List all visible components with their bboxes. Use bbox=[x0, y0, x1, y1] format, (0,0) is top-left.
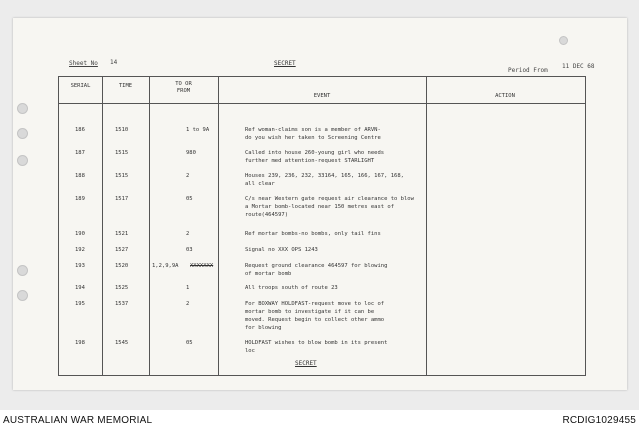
row-event: Request ground clearance 464597 for blowing of mortar bomb bbox=[245, 263, 388, 277]
row-serial: 189 bbox=[75, 196, 85, 202]
sheet-number: 14 bbox=[110, 59, 118, 66]
row-to-from: 1,2,9,9A bbox=[152, 263, 179, 269]
row-time: 1515 bbox=[115, 173, 129, 179]
punch-hole bbox=[17, 290, 28, 301]
row-serial: 195 bbox=[75, 301, 85, 307]
log-table bbox=[58, 76, 586, 376]
bottom-classification: SECRET bbox=[295, 360, 317, 367]
row-to-from: 03 bbox=[186, 247, 193, 253]
row-event: C/s near Western gate request air clearance to blow a Mortar bomb-located near 150 metres east of route(464597) bbox=[245, 196, 414, 218]
punch-hole bbox=[17, 155, 28, 166]
punch-hole bbox=[17, 128, 28, 139]
row-event: Houses 239, 236, 232, 33164, 165, 166, 167, 168, all clear bbox=[245, 173, 404, 187]
row-time: 1527 bbox=[115, 247, 129, 253]
row-event: Ref woman-claims son is a member of ARVN- do you wish her taken to Screening Centre bbox=[245, 127, 381, 141]
row-to-from: 1 to 9A bbox=[186, 127, 210, 133]
row-to-from: 2 bbox=[186, 301, 190, 307]
archive-footer bbox=[0, 410, 639, 429]
row-to-from: 05 bbox=[186, 196, 193, 202]
row-to-from: 2 bbox=[186, 173, 190, 179]
row-time: 1525 bbox=[115, 285, 129, 291]
row-serial: 192 bbox=[75, 247, 85, 253]
punch-hole bbox=[17, 103, 28, 114]
row-event: HOLDFAST wishes to blow bomb in its present loc bbox=[245, 340, 388, 354]
row-to-from: 1 bbox=[186, 285, 190, 291]
row-time: 1520 bbox=[115, 263, 129, 269]
row-event: Ref mortar bombs-no bombs, only tail fins bbox=[245, 231, 381, 237]
row-time: 1537 bbox=[115, 301, 129, 307]
period-label: Period From bbox=[508, 67, 548, 74]
row-event: All troops south of route 23 bbox=[245, 285, 338, 291]
col-event-header: EVENT bbox=[313, 93, 331, 99]
row-time: 1545 bbox=[115, 340, 129, 346]
row-time: 1515 bbox=[115, 150, 129, 156]
row-event: Signal no XXX OPS 1243 bbox=[245, 247, 318, 253]
row-serial: 190 bbox=[75, 231, 85, 237]
row-to-from: 2 bbox=[186, 231, 190, 237]
col-serial-header: SERIAL bbox=[70, 83, 91, 89]
col-action-header: ACTION bbox=[495, 93, 515, 99]
row-event: Called into house 260-young girl who needs further med attention-request STARLIGHT bbox=[245, 150, 385, 164]
row-time: 1521 bbox=[115, 231, 129, 237]
punch-hole bbox=[17, 265, 28, 276]
row-serial: 198 bbox=[75, 340, 85, 346]
row-serial: 193 bbox=[75, 263, 85, 269]
col-time-header: TIME bbox=[118, 83, 133, 89]
row-time: 1517 bbox=[115, 196, 129, 202]
row-serial: 194 bbox=[75, 285, 85, 291]
sheet-label: Sheet No bbox=[69, 60, 98, 67]
period-value: 11 DEC 68 bbox=[562, 63, 595, 70]
record-id: RCDIG1029455 bbox=[562, 415, 636, 426]
row-to-from: 980 bbox=[186, 150, 196, 156]
row-to-from: 05 bbox=[186, 340, 193, 346]
row-event: For BOXWAY HOLDFAST-request move to loc of mortar bomb to investigate if it can be moved. Request begin to collect other ammo for blowing bbox=[245, 301, 385, 331]
archive-name: AUSTRALIAN WAR MEMORIAL bbox=[3, 415, 153, 426]
top-classification: SECRET bbox=[274, 60, 296, 67]
col-to-from-header: TO OR FROM bbox=[175, 81, 192, 94]
row-serial: 186 bbox=[75, 127, 85, 133]
row-serial: 188 bbox=[75, 173, 85, 179]
punch-hole bbox=[559, 36, 568, 45]
row-time: 1510 bbox=[115, 127, 129, 133]
row-serial: 187 bbox=[75, 150, 85, 156]
struck-text: XXXXXXX bbox=[190, 263, 214, 269]
